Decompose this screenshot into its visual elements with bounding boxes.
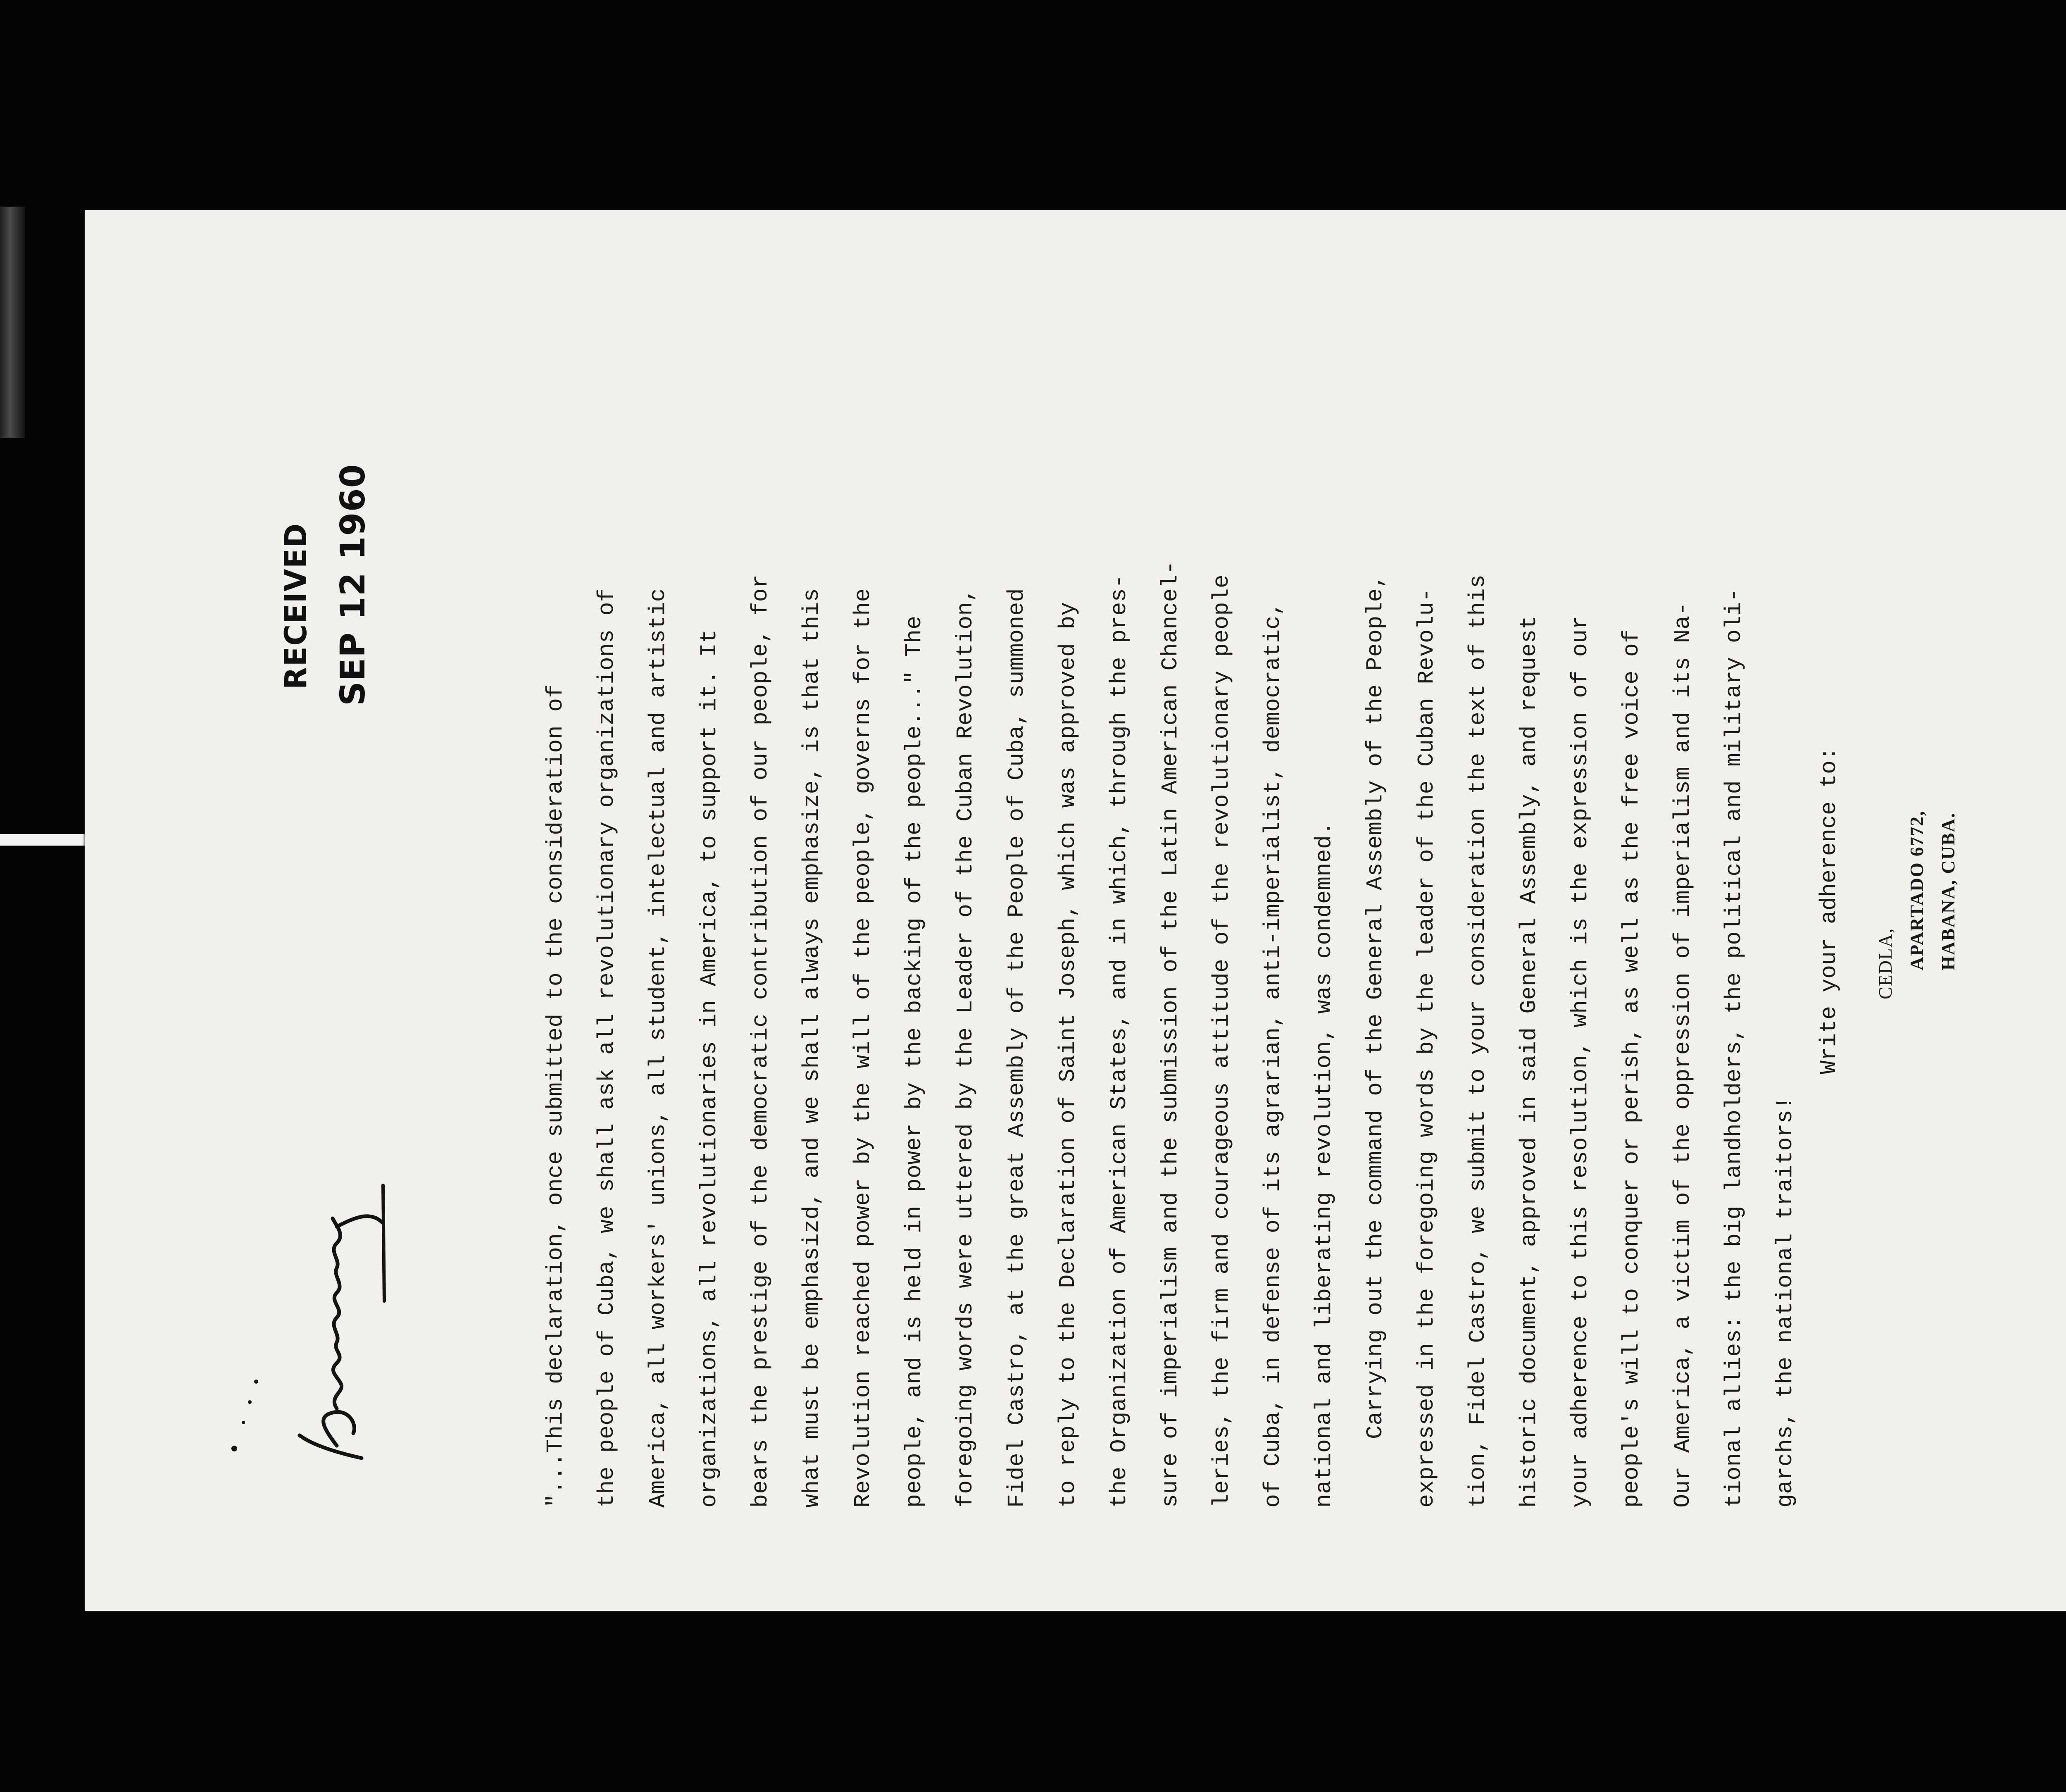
rotated-document: [85, 210, 2066, 1611]
address-line-1: CEDLA,: [1875, 927, 1896, 999]
film-guide-line-left: [0, 834, 95, 846]
text-line: "...This declaration, once submitted to the consideration of: [543, 684, 569, 1508]
address-line-2: APARTADO 6772,: [1907, 810, 1927, 970]
text-line: of Cuba, in defense of its agrarian, anti-imperialist, democratic,: [1260, 602, 1286, 1508]
stamp-received-label: RECEIVED: [278, 522, 314, 689]
text-line: the people of Cuba, we shall ask all revolutionary organizations of: [594, 588, 620, 1508]
document-page: [85, 210, 2066, 1611]
text-line: Our America, a victim of the oppression of imperialism and its Na-: [1670, 602, 1696, 1508]
text-line: bears the prestige of the democratic contribution of our people, for: [747, 574, 774, 1508]
text-line: your adherence to this resolution, which is the expression of our: [1567, 615, 1593, 1508]
text-line: Carrying out the command of the General Assembly of the People,: [1362, 574, 1388, 1508]
text-line: America, all workers' unions, all student, intelectual and artistic: [645, 588, 671, 1508]
text-line: people's will to conquer or perish, as well as the free voice of: [1619, 629, 1645, 1508]
text-line: expressed in the foregoing words by the leader of the Cuban Revolu-: [1414, 588, 1440, 1508]
handwritten-signature: [275, 1103, 399, 1475]
text-line: Fidel Castro, at the great Assembly of the People of Cuba, summoned: [1004, 588, 1030, 1508]
text-line: tional allies: the big landholders, the political and military oli-: [1721, 588, 1747, 1508]
declaration-body: [428, 247, 1914, 1508]
stamp-date: SEP 12 1960: [333, 464, 373, 706]
closing-line: Write your adherence to:: [1816, 746, 1842, 1075]
film-edge-left: [0, 207, 25, 438]
text-line: people, and is held in power by the backing of the people..." The: [901, 615, 927, 1508]
text-line: tion, Fidel Castro, we submit to your consideration the text of this: [1465, 574, 1491, 1508]
text-line: organizations, all revolutionaries in America, to support it. It: [696, 629, 722, 1508]
text-line: sure of imperialism and the submission of the Latin American Chancel-: [1157, 560, 1183, 1508]
received-stamp: [279, 251, 373, 706]
text-line: garchs, the national traitors!: [1772, 1096, 1798, 1508]
text-line: what must be emphasizd, and we shall always emphasize, is that this: [799, 588, 825, 1508]
address-line-3: HABANA, CUBA.: [1938, 812, 1959, 970]
text-line: Revolution reached power by the will of the people, governs for the: [850, 588, 876, 1508]
text-line: historic document, approved in said General Assembly, and request: [1516, 615, 1542, 1508]
address-block: [1870, 810, 1964, 1016]
text-line: the Organization of American States, and in which, through the pres-: [1106, 574, 1132, 1508]
text-line: leries, the firm and courageous attitude of the revolutionary people: [1209, 574, 1235, 1508]
text-line: national and liberating revolution, was condemned.: [1311, 821, 1337, 1508]
text-line: foregoing words were uttered by the Leader of the Cuban Revolution,: [952, 588, 978, 1508]
text-line: to reply to the Declaration of Saint Joseph, which was approved by: [1055, 602, 1081, 1508]
